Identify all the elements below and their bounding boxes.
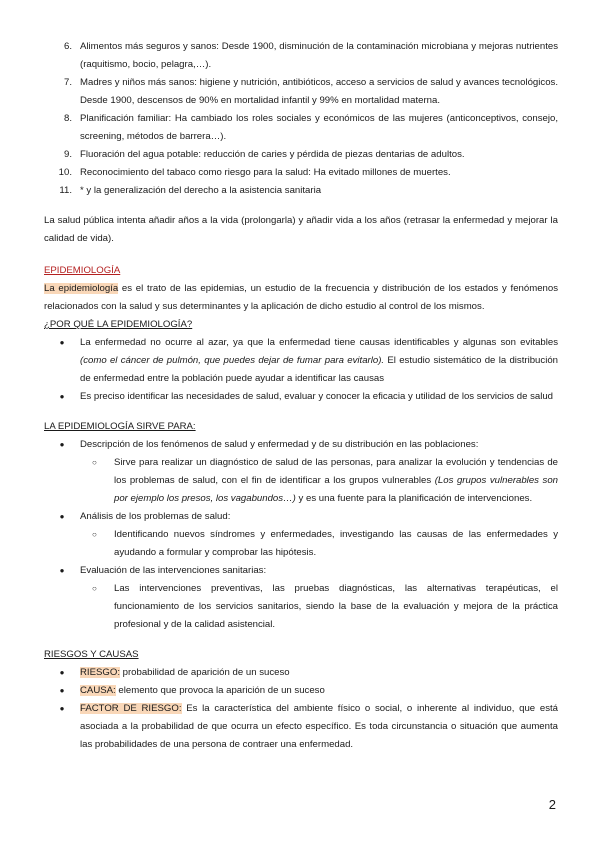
definition-text: es el trato de las epidemias, un estudio de la frecuencia y distribución de los estados y fenómenos relacionados con la salud y sus determinantes y la aplicación de dicho estudio al control de los mismos. xyxy=(44,283,558,312)
sub-bullet-text: Las intervenciones preventivas, las pruebas diagnósticas, las alternativas terapéuticas, el funcionamiento de los servicios sanitarios, siendo la base de la evaluación y mejora de la práctica profesional y de la calidad asistencial. xyxy=(114,583,558,630)
text-run: y es una fuente para la planificación de intervenciones. xyxy=(295,493,533,504)
item-number: 8. xyxy=(63,113,72,124)
bullet-icon: ● xyxy=(59,392,65,401)
item-text: Reconocimiento del tabaco como riesgo para la salud: Ha evitado millones de muertes. xyxy=(80,167,451,178)
item-number: 7. xyxy=(63,77,72,88)
bullet-item xyxy=(44,436,558,454)
bullet-icon: ● xyxy=(59,338,65,347)
item-text: Alimentos más seguros y sanos: Desde 1900, disminución de la contaminación microbiana y mejoras nutrientes (raquitismo, bocio, pelagra,…). xyxy=(80,41,558,70)
highlighted-term: RIESGO: xyxy=(80,667,120,678)
bullet-item xyxy=(44,334,558,388)
intro-paragraph: La salud pública intenta añadir años a la vida (prolongarla) y añadir vida a los años (retrasar la enfermedad y mejorar la calidad de vida). xyxy=(44,215,558,244)
highlighted-term: La epidemiología xyxy=(44,283,119,294)
numbered-list xyxy=(44,38,558,200)
bullet-icon: ● xyxy=(59,668,65,677)
definition-text: Es la característica del ambiente físico o social, o inherente al individuo, que está asociada a la probabilidad de que ocurra un efecto específico. Es toda circunstancia o situación que aumenta las probabilidades de una persona de contraer una enfermedad. xyxy=(80,703,558,750)
sirve-para-heading: LA EPIDEMIOLOGÍA SIRVE PARA: xyxy=(44,421,196,432)
item-text: Planificación familiar: Ha cambiado los roles sociales y económicos de las mujeres (anticonceptivos, consejo, screening, métodos de barrera…). xyxy=(80,113,558,142)
item-text: Madres y niños más sanos: higiene y nutrición, antibióticos, acceso a servicios de salud y avances tecnológicos. Desde 1900, descensos de 90% en mortalidad infantil y 99% en mortalidad materna. xyxy=(80,77,558,106)
list-item xyxy=(44,164,558,182)
bullet-icon: ● xyxy=(59,704,65,713)
bullet-text xyxy=(80,700,558,754)
bullet-text: Evaluación de las intervenciones sanitarias: xyxy=(80,565,267,576)
bullet-icon: ● xyxy=(59,566,65,575)
item-text: Fluoración del agua potable: reducción de caries y pérdida de piezas dentarias de adultos. xyxy=(80,149,465,160)
bullet-text: Descripción de los fenómenos de salud y enfermedad y de su distribución en las poblaciones: xyxy=(80,439,479,450)
bullet-item xyxy=(44,388,558,406)
item-number: 10. xyxy=(58,167,72,178)
epidemiologia-definition xyxy=(44,280,558,316)
bullet-icon: ● xyxy=(59,440,65,449)
bullet-icon: ● xyxy=(59,686,65,695)
list-item xyxy=(44,182,558,200)
item-text: * y la generalización del derecho a la asistencia sanitaria xyxy=(80,185,322,196)
text-run: La enfermedad no ocurre al azar, ya que la enfermedad tiene causas identificables y algunas son evitables xyxy=(80,337,558,348)
definition-text: probabilidad de aparición de un suceso xyxy=(119,667,290,678)
bullet-item xyxy=(44,700,558,754)
definition-text: elemento que provoca la aparición de un suceso xyxy=(115,685,325,696)
circle-bullet-icon: ○ xyxy=(92,458,97,467)
list-item xyxy=(44,146,558,164)
list-item xyxy=(44,110,558,146)
circle-bullet-icon: ○ xyxy=(92,584,97,593)
sub-bullet-item xyxy=(44,454,558,508)
text-run: Sirve para realizar un diagnóstico de salud de las personas, para analizar la evolución y tendencias de los problemas de salud, con el fin de identificar a los grupos vulnerables xyxy=(114,457,558,486)
item-number: 9. xyxy=(63,149,72,160)
bullet-item xyxy=(44,682,558,700)
text-run: El estudio sistemático de la distribución de enfermedad entre la población puede ayudar a identificar las causas xyxy=(80,355,558,384)
item-number: 11. xyxy=(59,185,72,196)
list-item xyxy=(44,74,558,110)
epidemiologia-heading: EPIDEMIOLOGÍA xyxy=(44,265,121,276)
bullet-icon: ● xyxy=(59,512,65,521)
riesgos-heading: RIESGOS Y CAUSAS xyxy=(44,649,139,660)
por-que-heading: ¿POR QUÉ LA EPIDEMIOLOGÍA? xyxy=(44,319,193,330)
bullet-text xyxy=(80,334,558,388)
document-page xyxy=(44,38,558,754)
list-item xyxy=(44,38,558,74)
italic-text: (Los grupos vulnerables son por ejemplo los presos, los vagabundos…) xyxy=(114,475,558,504)
highlighted-term: CAUSA: xyxy=(80,685,116,696)
bullet-text: Análisis de los problemas de salud: xyxy=(80,511,231,522)
sub-bullet-item xyxy=(44,526,558,562)
sub-bullet-text: Identificando nuevos síndromes y enfermedades, investigando las causas de las enfermedades y ayudando a formular y comprobar las hipótesis. xyxy=(114,529,558,558)
bullet-item xyxy=(44,562,558,580)
bullet-text xyxy=(80,664,558,682)
sub-bullet-text xyxy=(106,454,558,508)
page-number: 2 xyxy=(548,797,556,812)
sub-bullet-item xyxy=(44,580,558,634)
highlighted-term: FACTOR DE RIESGO: xyxy=(80,703,182,714)
italic-text: (como el cáncer de pulmón, que puedes dejar de fumar para evitarlo). xyxy=(80,355,385,366)
bullet-item xyxy=(44,508,558,526)
bullet-text xyxy=(80,682,558,700)
bullet-text: Es preciso identificar las necesidades de salud, evaluar y conocer la eficacia y utilidad de los servicios de salud xyxy=(80,391,554,402)
bullet-item xyxy=(44,664,558,682)
item-number: 6. xyxy=(63,41,72,52)
circle-bullet-icon: ○ xyxy=(92,530,97,539)
